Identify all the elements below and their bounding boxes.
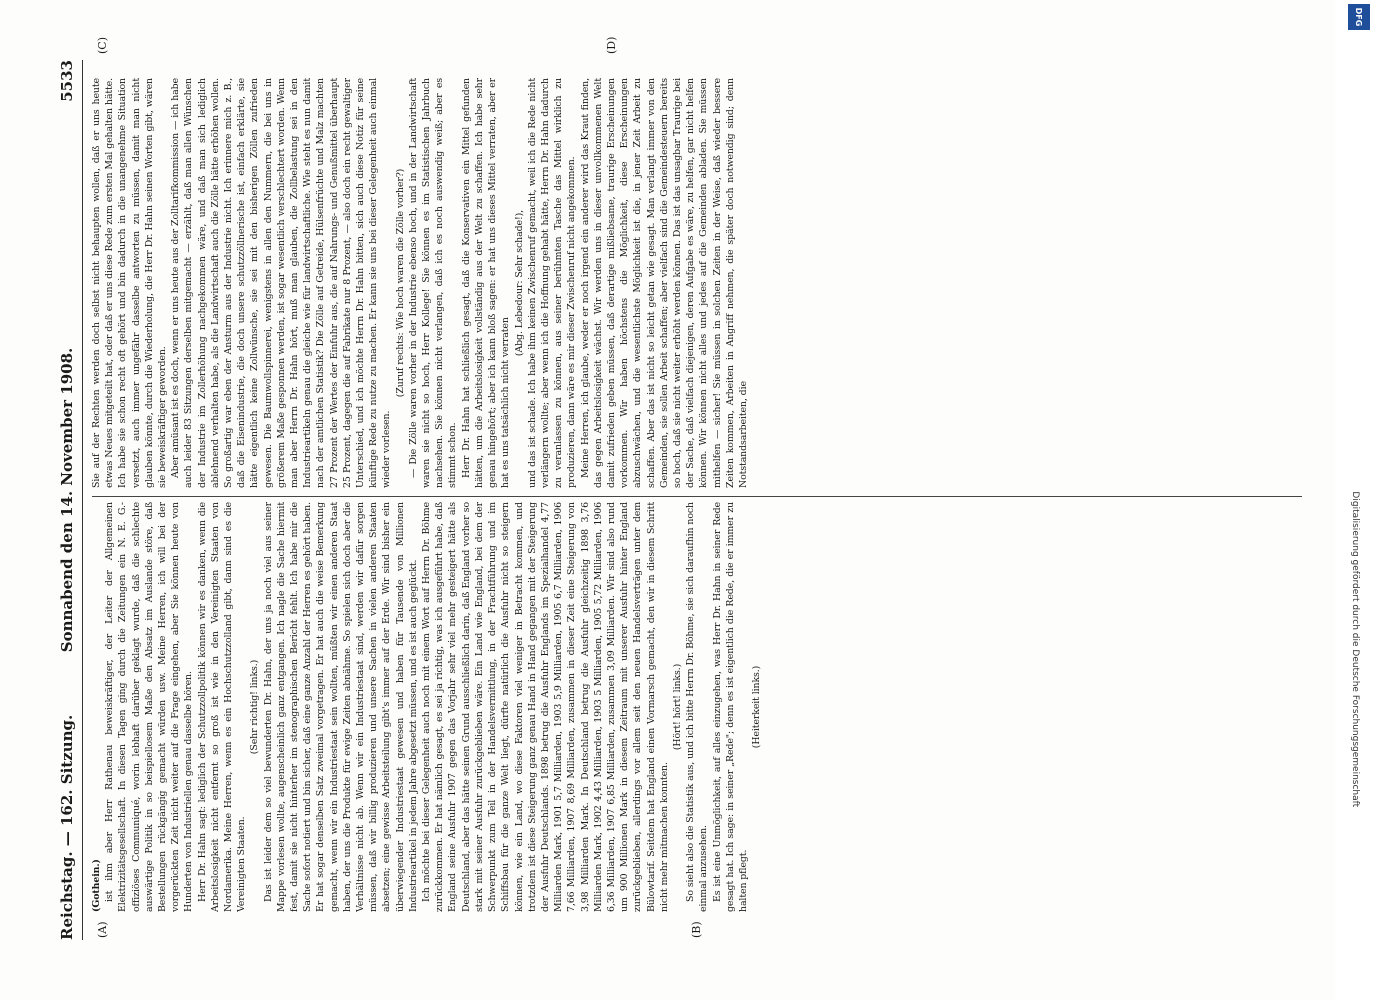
paragraph: Herr Dr. Hahn sagt: lediglich der Schutzzollpolitik können wir es danken, wenn die Arbeitslosigkeit nicht entfernt so groß ist wie in den Vereinigten Staaten von Nordamerika. Meine Herren, wenn es ein Hochschutzzolland gibt, dann sind es die Vereinigten Staaten. [196, 502, 248, 912]
header-date: Sonnabend den 14. November 1908. [58, 347, 76, 653]
paragraph: und das ist schade. Ich habe ihm keinen Zwischenruf gemacht, weil ich die Rede nicht verlängern wollte; aber wenn ich die Hoffnung gehabt hätte, Herrn Dr. Hahn dadurch zu veranlassen zu können, aus seiner berühmten Tasche das Mittel wirklich zu produzieren, dann wäre es mir dieser Zwischenruf nicht angekommen. [526, 78, 578, 488]
paragraph: So sieht also die Statistik aus, und ich bitte Herrn Dr. Böhme, sie sich daraufhin noch einmal anzusehen. [685, 502, 710, 912]
column-divider [92, 496, 1302, 497]
paragraph: Es ist eine Unmöglichkeit, auf alles einzugehen, was Herr Dr. Hahn in seiner Rede gesagt hat. Ich sage: in seiner „Rede"; denn es ist eigentlich die Rede, die er immer zu halten pflegt. [711, 502, 749, 912]
interjection: (Sehr richtig! links.) [249, 659, 261, 755]
page-number: 5533 [58, 60, 76, 102]
digitization-credit: Digitalisierung gefördert durch die Deutsche Forschungsgemeinschaft [1350, 491, 1360, 808]
speaker-label: (Gothein.) [91, 859, 102, 912]
dfg-logo: DFG [1348, 4, 1370, 30]
header-rule [82, 60, 83, 940]
page-header [58, 60, 82, 940]
paragraph: Sie auf der Rechten werden doch selbst nicht behaupten wollen, daß er uns heute etwas Neues mitgeteilt hat, oder daß er uns diese Rede zum ersten Mal gehalten hätte. Ich habe sie schon recht oft gehört und bin dadurch in die unangenehme Situation versetzt, auch immer ungefähr dasselbe antworten zu müssen, damit man nicht glauben könnte, durch die Wiederholung, die Herr Dr. Hahn seinen Worten gibt, wären sie beweiskräftiger geworden. [91, 78, 169, 488]
interjection: (Heiterkeit links.) [751, 665, 763, 749]
interjection: (Hört! hört! links.) [671, 663, 683, 751]
left-column [90, 502, 1310, 912]
footer-bar [1346, 0, 1376, 1000]
right-column [90, 78, 1310, 488]
paragraph: Meine Herren, ich glaube, weder er noch irgend ein anderer wird das Kraut finden, das gegen Arbeitslosigkeit wächst. Wir werden uns in dieser unvollkommenen Welt damit zufrieden geben müssen, daß derartige mißliebsame, traurige Erscheinungen vorkommen. Wir haben höchstens die Möglichkeit, diese Erscheinungen abzuschwächen, und die wesentlichste Möglichkeit ist die, in jener Zeit Arbeit zu schaffen. Aber das ist nicht so leicht getan wie gesagt. Man verlangt immer von den Gemeinden, sie sollen Arbeit schaffen; aber vielfach sind die Gemeindesteuern bereits so hoch, daß sie nicht weiter erhöht werden können. Das ist das unsagbar Traurige bei der Sache, daß vielfach diejenigen, deren Aufgabe es wäre, zu helfen, gar nicht helfen können. Wir können nicht alles und jedes auf die Gemeinden abladen. Sie müssen mithelfen — sicher! Sie müssen in solchen Zeiten in der Weise, daß wieder bessere Zeiten kommen, Arbeiten in Angriff nehmen, die später doch notwendig sind; denn Notstandsarbeiten, die [579, 78, 749, 488]
paragraph: Ich möchte bei dieser Gelegenheit auch noch mit einem Wort auf Herrn Dr. Böhme zurückkommen. Er hat nämlich gesagt, es sei ja richtig, was ich ausgeführt habe, daß England seine Ausfuhr 1907 gegen das Vorjahr sehr viel mehr gesteigert hätte als Deutschland, aber das hätte seinen Grund ausschließlich darin, daß England vorher so stark mit seiner Ausfuhr zurückgeblieben wäre. Ein Land wie England, bei dem der Schwerpunkt zum Teil in der Handelsvermittlung, in der Frachtführung und im Schiffsbau für die ganze Welt liegt, dürfte natürlich die Ausfuhr nicht so steigern können, wie ein Land, wo diese Faktoren viel weniger in Betracht kommen, und trotzdem ist diese Steigerung ganz genau Hand in Hand gegangen mit der Steigerung der Ausfuhr Deutschlands. 1898 betrug die Ausfuhr Englands im Spezialhandel 4,77 Milliarden Mark, 1901 5,7 Milliarden, 1903 5,9 Milliarden, 1905 6,7 Milliarden, 1906 7,66 Milliarden, 1907 8,69 Milliarden, zusammen in dieser Zeit eine Steigerung von 3,98 Milliarden Mark. In Deutschland betrug die Ausfuhr gleichzeitig 1898 3,76 Milliarden Mark, 1902 4,43 Milliarden, 1903 5 Milliarden, 1905 5,72 Milliarden, 1906 6,36 Milliarden, 1907 6,85 Milliarden, zusammen 3,09 Milliarden. Wir sind also rund um 900 Millionen Mark in diesem Zeitraum mit unserer Ausfuhr hinter England zurückgeblieben, allerdings vor allem seit den neuen Handelsverträgen unter dem Bülowtarif. Seitdem hat England einen Vormarsch gemacht, den wir in diesem Schritt nicht mehr mitmachen konnten. [421, 502, 670, 912]
paragraph: Herr Dr. Hahn hat schließlich gesagt, daß die Konservativen ein Mittel gefunden hätten, um die Arbeitslosigkeit vollständig aus der Welt zu schaffen. Ich habe sehr genau hingehört; aber ich kann bloß sagen: er hat uns dieses Mittel verraten, aber er hat es uns tatsächlich nicht verraten [460, 78, 512, 488]
paragraph: Das ist leider dem so viel bewunderten Dr. Hahn, der uns ja noch viel aus seiner Mappe vorlesen wollte, augenscheinlich ganz entgangen. Ich nagle die Sache hiermit fest, damit sie nicht hinterher im stenographischen Bericht fehlt. Ich habe mir die Sache sofort notiert und bin sicher, daß eine ganze Anzahl der Herren es gehört haben. Er hat sogar denselben Satz zweimal vorgetragen. Er hat auch die weise Bemerkung gemacht, wenn wir ein Industriestaat sein wollten, müßten wir einen anderen Staat haben, der uns die Produkte für ewige Zeiten abnähme. So spielen sich doch aber die Verhältnisse nicht ab. Wenn wir ein Industriestaat sind, werden wir dafür sorgen müssen, daß wir billig produzieren und unsere Sachen in vielen anderen Staaten absetzen; eine gewisse Arbeitsteilung gibt's immer auf der Erde. Wir sind bisher ein überwiegender Industriestaat gewesen und haben für Tausende von Millionen Industrieartikel in jedem Jahre abgesetzt müssen, und es ist auch geglückt. [262, 502, 419, 912]
interjection: (Abg. Lebedour: Sehr schade!), [513, 209, 525, 357]
margin-marker-d: (D) [605, 36, 618, 54]
margin-marker-c: (C) [96, 37, 109, 54]
header-left: Reichstag. — 162. Sitzung. [58, 714, 76, 940]
paragraph: ist ihm aber Herr Rathenau beweiskräftiger, der Leiter der Allgemeinen Elektrizitätsgesellschaft. In diesen Tagen ging durch die Zeitungen ein N. E. G.-offiziöses Communiqué, worin lebhaft darüber geklagt wurde, daß die schlechte auswärtige Politik in so beispiellosem Maße den Absatz im Auslande störe, daß Bestellungen rückgängig gemacht würden usw. Meine Herren, ich will bei der vorgerückten Zeit nicht weiter auf die Frage eingehen, aber Sie können heute von Hunderten von Industriellen genau dasselbe hören. [104, 502, 195, 912]
paragraph: Aber amüsant ist es doch, wenn er uns heute aus der Zolltarifkommission — ich habe auch leider 83 Sitzungen derselben mitgemacht — erzählt, daß man allen Wünschen der Industrie im Zollerhöhung nachgekommen wäre, und daß man sich lediglich ablehnend verhalten habe, als die Landwirtschaft auch die Zölle hätte erhöhen wollen. So großartig war eben der Ansturm aus der Industrie nicht. Ich erinnere mich z. B., daß die Eisenindustrie, die doch unsere schutzzöllnerische ist, einfach erklärte, sie hätte eigentlich keine Zollwünsche, sie sei mit den bisherigen Zöllen zufrieden gewesen. Die Baumwollspinnerei, wenigstens in allen den Nummern, die bei uns in größerem Maße gesponnen werden, ist sogar wesentlich verschlechtert worden. Wenn man aber Herrn Dr. Hahn hört, muß man glauben, die Zollbelastung sei in den Industrieartikeln genau die gleiche wie für landwirtschaftliche. Wie steht es nun damit nach der amtlichen Statistik? Die Zölle auf Getreide, Hülsenfrüchte und Malz machten 27 Prozent der Wertes der Einfuhr aus, die auf Nahrungs- und Genußmittel überhaupt 25 Prozent, dagegen die auf Fabrikate nur 8 Prozent, — also doch ein recht gewaltiger Unterschied, und ich möchte Herrn Dr. Hahn bitten, sich auch diese Notiz für seine künftige Rede zu nutze zu machen. Er kann sie uns bei dieser Gelegenheit auch einmal wieder vorlesen. [170, 78, 393, 488]
margin-marker-b: (B) [690, 921, 703, 938]
margin-marker-a: (A) [96, 921, 109, 938]
interjection: (Zuruf rechts: Wie hoch waren die Zölle vorher?) [394, 168, 406, 398]
paragraph: — Die Zölle waren vorher in der Industrie ebenso hoch, und in der Landwirtschaft waren sie nicht so hoch, Herr Kollege! Sie können es im Statistischen Jahrbuch nachsehen. Sie können nicht verlangen, daß ich es noch auswendig weiß; aber es stimmt schon. [407, 78, 459, 488]
